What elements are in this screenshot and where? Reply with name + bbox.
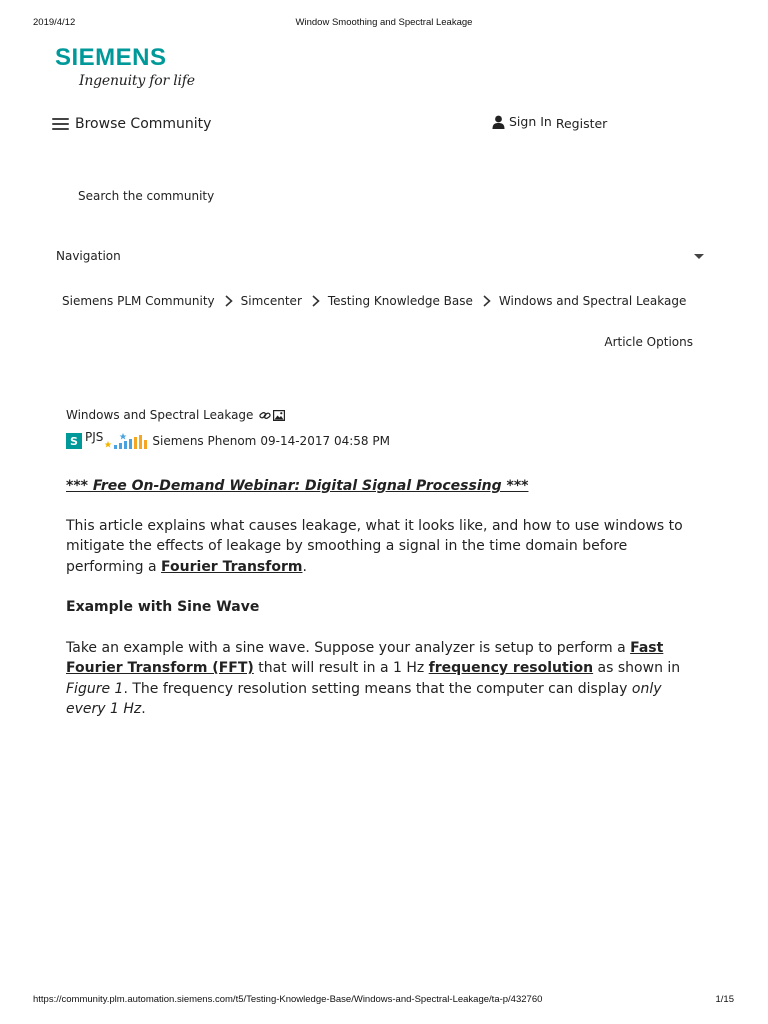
figure-reference: Figure 1	[66, 680, 124, 697]
breadcrumb-item-siemens-plm-community[interactable]: Siemens PLM Community	[62, 294, 215, 308]
author-row	[66, 432, 390, 450]
register-link[interactable]: Register	[555, 116, 608, 131]
fft-link[interactable]: Fast Fourier Transform (FFT)	[66, 639, 664, 676]
author-rank: Siemens Phenom	[152, 434, 257, 448]
example-text: Take an example with a sine wave. Suppose your analyzer is setup to perform a	[66, 639, 631, 656]
breadcrumb-item-testing-knowledge-base[interactable]: Testing Knowledge Base	[327, 294, 473, 308]
fourier-transform-link[interactable]: Fourier Transform	[161, 558, 303, 575]
article-title: Windows and Spectral Leakage	[66, 408, 254, 422]
frequency-resolution-link[interactable]: frequency resolution	[428, 660, 594, 676]
breadcrumb-item-simcenter[interactable]: Simcenter	[240, 294, 302, 308]
article-options-button[interactable]: Article Options	[604, 335, 693, 349]
print-page-number: 1/15	[715, 994, 734, 1005]
siemens-logo[interactable]: SIEMENS	[55, 44, 167, 71]
chevron-right-icon	[310, 295, 322, 307]
intro-paragraph	[66, 516, 702, 578]
author-avatar[interactable]: S	[66, 433, 82, 449]
article-body	[66, 476, 702, 720]
example-text: as shown in	[593, 660, 681, 676]
breadcrumb	[62, 294, 686, 308]
article-title-row	[66, 408, 285, 422]
browse-community-label: Browse Community	[75, 116, 212, 132]
logo-tagline: Ingenuity for life	[79, 73, 195, 89]
intro-end: .	[302, 558, 307, 575]
rank-bars-icon	[105, 432, 151, 450]
chevron-right-icon	[223, 295, 235, 307]
navigation-label: Navigation	[56, 249, 121, 263]
post-date: 09-14-2017	[260, 434, 331, 448]
navigation-dropdown[interactable]	[56, 248, 706, 268]
search-input[interactable]	[64, 184, 452, 208]
image-icon	[273, 410, 285, 421]
example-text: .	[141, 701, 146, 717]
example-text: that will result in a 1 Hz	[253, 660, 429, 676]
webinar-link[interactable]: *** Free On-Demand Webinar: Digital Signal Processing ***	[66, 478, 529, 494]
caret-down-icon	[694, 254, 704, 259]
browse-community-button[interactable]	[52, 116, 211, 132]
example-paragraph	[66, 638, 702, 720]
breadcrumb-item-current-article: Windows and Spectral Leakage	[498, 294, 687, 308]
account-links	[492, 112, 607, 131]
print-title: Window Smoothing and Spectral Leakage	[295, 17, 473, 28]
user-icon	[492, 115, 505, 129]
example-text: . The frequency resolution setting means that the computer can display	[123, 680, 632, 697]
sign-in-link[interactable]: Sign In	[509, 114, 552, 129]
print-date: 2019/4/12	[33, 17, 76, 28]
hamburger-menu-icon	[52, 118, 69, 130]
section-heading: Example with Sine Wave	[66, 599, 260, 615]
author-name-link[interactable]: PJS	[85, 430, 104, 444]
print-url: https://community.plm.automation.siemens.com/t5/Testing-Knowledge-Base/Windows-and-Spectral-Leakage/ta-p/432760	[33, 994, 543, 1005]
emphasis-text: only every 1 Hz	[66, 680, 662, 717]
intro-text: This article explains what causes leakage, what it looks like, and how to use windows to mitigate the effects of leakage by smoothing a signal in the time domain before performing a	[66, 517, 683, 575]
post-time: 04:58 PM	[333, 434, 390, 448]
link-icon	[259, 410, 271, 421]
chevron-right-icon	[481, 295, 493, 307]
